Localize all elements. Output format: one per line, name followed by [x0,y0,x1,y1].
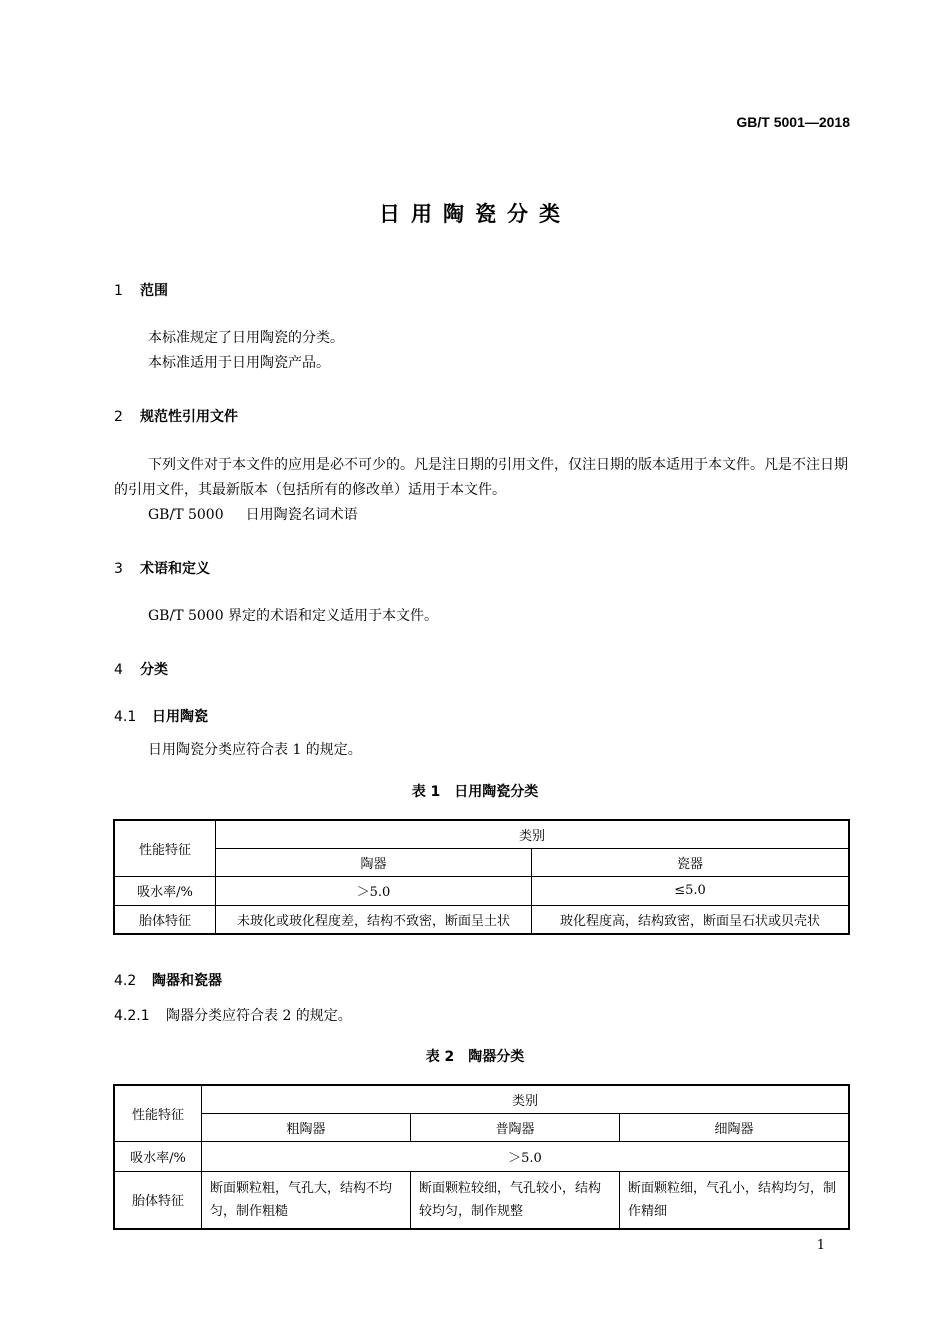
table-cell: 断面颗粒细，气孔小，结构均匀，制作精细 [620,1171,850,1229]
section-number: 4.1 [114,709,137,725]
paragraph: 下列文件对于本文件的应用是必不可少的。凡是注日期的引用文件，仅注日期的版本适用于本文件。凡是不注日期的引用文件，其最新版本（包括所有的修改单）适用于本文件。 [114,457,848,498]
section-3-heading [114,558,210,578]
table-cell: 未玻化或玻化程度差，结构不致密，断面呈土状 [216,905,532,934]
clause-number: 4.2.1 [114,1008,150,1024]
section-number: 4.2 [114,973,137,989]
clause-text: 陶器分类应符合表 2 的规定。 [166,1008,352,1024]
section-number: 1 [114,283,123,299]
section-2-heading [114,406,238,426]
table-cell: ＞5.0 [202,1142,850,1171]
table-2-caption: 表 2 陶器分类 [425,1049,525,1065]
section-number: 4 [114,662,123,678]
row-label-body-characteristics: 胎体特征 [114,905,216,934]
paragraph: 本标准适用于日用陶瓷产品。 [148,355,330,371]
header-property: 性能特征 [114,1085,202,1142]
section-4-2-heading [114,970,222,990]
table-cell: ≤5.0 [532,876,850,905]
reference-code: GB/T 5000 [148,507,224,523]
header-category: 类别 [202,1085,850,1113]
paragraph: 日用陶瓷分类应符合表 1 的规定。 [148,742,362,758]
section-title: 分类 [140,662,168,678]
page-title: 日用陶瓷分类 [379,202,571,226]
table-2 [113,1084,850,1230]
clause-4-2-1 [114,1004,850,1029]
section-title: 日用陶瓷 [152,709,208,725]
table-cell: 断面颗粒较细，气孔较小，结构较均匀，制作规整 [411,1171,620,1229]
header-coarse-earthenware: 粗陶器 [202,1113,411,1141]
header-property: 性能特征 [114,820,216,876]
section-number: 2 [114,409,123,425]
section-title: 陶器和瓷器 [152,973,222,989]
table-cell: 玻化程度高，结构致密，断面呈石状或贝壳状 [532,905,850,934]
table-cell: ＞5.0 [216,876,532,905]
row-label-body-characteristics: 胎体特征 [114,1171,202,1229]
paragraph: 本标准规定了日用陶瓷的分类。 [148,330,344,346]
section-4-1-heading [114,706,208,726]
section-number: 3 [114,561,123,577]
section-title: 术语和定义 [140,561,210,577]
table-1-caption: 表 1 日用陶瓷分类 [411,784,539,800]
row-label-water-absorption: 吸水率/% [114,1142,202,1171]
normative-reference [114,503,850,528]
header-category: 类别 [216,820,850,848]
standard-code: GB/T 5001—2018 [736,114,850,130]
row-label-water-absorption: 吸水率/% [114,876,216,905]
header-common-earthenware: 普陶器 [411,1113,620,1141]
table-1 [113,819,850,935]
section-title: 范围 [140,283,168,299]
page-number: 1 [816,1238,825,1253]
header-earthenware: 陶器 [216,848,532,876]
section-title: 规范性引用文件 [140,409,238,425]
header-porcelain: 瓷器 [532,848,850,876]
section-4-heading [114,659,168,679]
header-fine-earthenware: 细陶器 [620,1113,850,1141]
section-1-heading [114,280,168,300]
paragraph: GB/T 5000 界定的术语和定义适用于本文件。 [148,608,439,624]
reference-title: 日用陶瓷名词术语 [245,507,358,523]
table-cell: 断面颗粒粗，气孔大，结构不均匀，制作粗糙 [202,1171,411,1229]
